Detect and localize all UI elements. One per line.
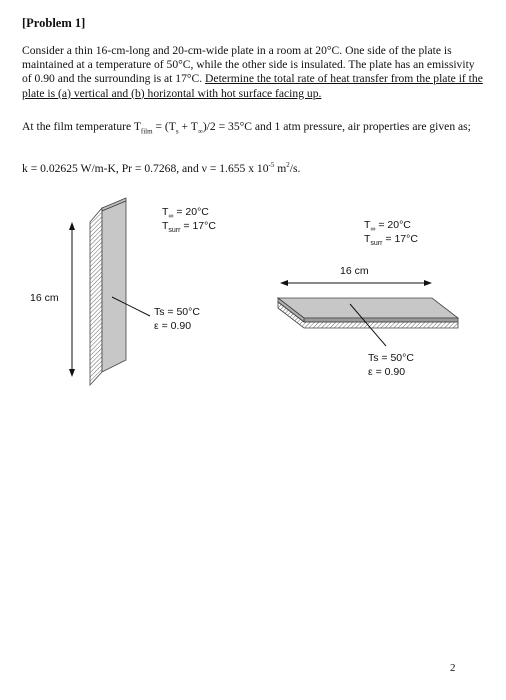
vertical-plate-face — [102, 201, 126, 372]
horizontal-t-inf-symbol: T — [364, 219, 371, 231]
page-number: 2 — [450, 662, 456, 674]
horizontal-plate-edge — [304, 318, 458, 322]
horizontal-t-surr-label — [364, 233, 418, 247]
vertical-t-inf-symbol: T — [162, 206, 169, 218]
vertical-ts-label: Ts = 50°C — [154, 306, 200, 318]
film-text-mid: = (T — [152, 120, 176, 133]
surface-sub: s — [175, 127, 179, 136]
vertical-t-surr-symbol: T — [162, 220, 169, 232]
vertical-t-inf-value: = 20°C — [173, 206, 209, 218]
horizontal-dimension-arrow-right — [424, 280, 432, 286]
vertical-t-inf-label — [162, 206, 209, 220]
vertical-dimension-arrow-bottom — [69, 369, 75, 377]
props-unit: m — [274, 161, 287, 175]
film-sub: film — [140, 127, 153, 136]
vertical-t-surr-value: = 17°C — [180, 220, 216, 232]
horizontal-t-surr-symbol: T — [364, 233, 371, 245]
horizontal-t-inf-value: = 20°C — [375, 219, 411, 231]
film-text-tail: )/2 = 35°C and 1 atm pressure, air properties are given as; — [202, 120, 471, 133]
vertical-dimension-arrow-top — [69, 222, 75, 230]
vertical-plate-insulation — [90, 208, 102, 385]
vertical-emissivity-label: ε = 0.90 — [154, 320, 192, 332]
film-text-lead: At the film temperature T — [22, 120, 141, 133]
props-exponent: -5 — [268, 161, 275, 169]
problem-title: [Problem 1] — [22, 16, 86, 30]
vertical-plate-figure — [69, 198, 150, 385]
horizontal-t-inf-label — [364, 219, 411, 233]
horizontal-plate-figure — [278, 280, 458, 346]
props-unit-exponent: 2 — [286, 161, 290, 169]
props-end: /s. — [289, 161, 301, 175]
horizontal-t-inf-sub: ∞ — [370, 226, 376, 234]
infinity-sub: ∞ — [197, 127, 203, 136]
horizontal-plate-top — [278, 298, 458, 318]
vertical-t-surr-label — [162, 220, 216, 234]
problem-statement-text: Consider a thin 16-cm-long and 20-cm-wide plate in a room at 20°C. One side of the plate is maintained at a temperature of 50°C, while the other side is insulated. The plate has an emissivity of 0.90 and the surrounding is at 17°C. — [22, 44, 475, 86]
film-text-plus: + T — [178, 120, 198, 133]
horizontal-t-surr-value: = 17°C — [382, 233, 418, 245]
vertical-length-label: 16 cm — [30, 292, 59, 304]
horizontal-ts-label: Ts = 50°C — [368, 352, 414, 364]
props-text: k = 0.02625 W/m-K, Pr = 0.7268, and ν = 1.655 x 10 — [22, 161, 269, 175]
vertical-t-surr-sub: surr — [168, 227, 181, 235]
horizontal-length-label: 16 cm — [340, 265, 369, 277]
horizontal-dimension-arrow-left — [280, 280, 288, 286]
vertical-t-inf-sub: ∞ — [168, 213, 174, 221]
horizontal-t-surr-sub: surr — [370, 240, 383, 248]
problem-question: Determine the total rate of heat transfer from the plate if the plate is (a) vertical and (b) horizontal with hot surface facing up. — [22, 72, 483, 100]
horizontal-emissivity-label: ε = 0.90 — [368, 366, 406, 378]
